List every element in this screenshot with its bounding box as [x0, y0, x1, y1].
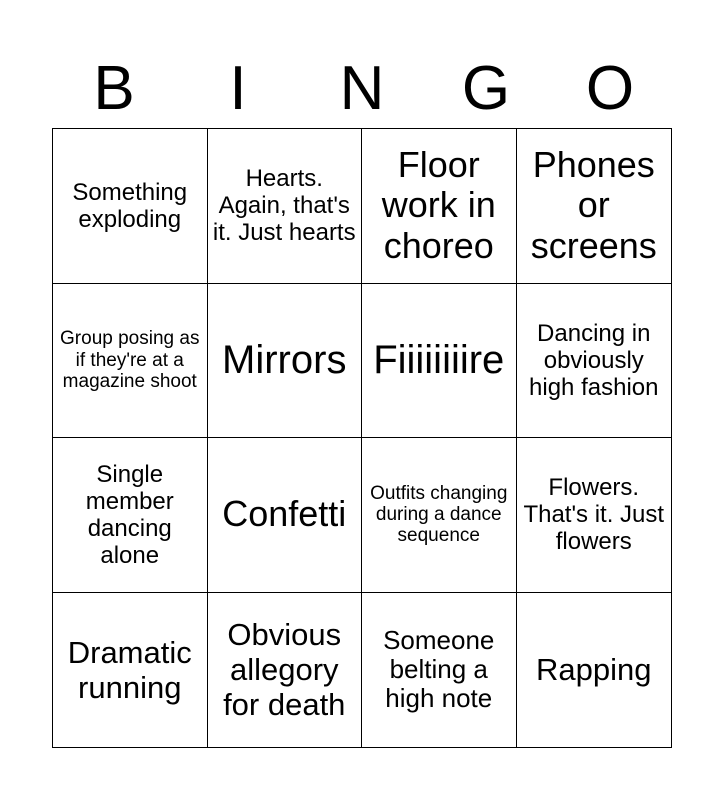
bingo-cell[interactable]: [362, 284, 517, 439]
bingo-cell[interactable]: [53, 284, 208, 439]
header-letter-i: I: [229, 54, 247, 123]
bingo-cell[interactable]: [53, 438, 208, 593]
cell-text: Rapping: [536, 652, 652, 688]
cell-text: Someone belting a high note: [383, 624, 495, 714]
cell-text: Obvious allegory for death: [223, 617, 346, 723]
cell-text: Flowers. That's it. Just flowers: [523, 474, 665, 556]
bingo-cell[interactable]: [517, 593, 672, 748]
cell-text: Dancing in obviously high fashion: [529, 319, 659, 401]
bingo-cell[interactable]: [362, 593, 517, 748]
cell-text: Something exploding: [72, 178, 188, 233]
header-letter-b: B: [93, 54, 135, 123]
bingo-cell[interactable]: [53, 593, 208, 748]
bingo-cell[interactable]: [517, 438, 672, 593]
cell-text: Dramatic running: [67, 634, 192, 705]
cell-text: Mirrors: [222, 337, 347, 382]
header-letter-o: O: [585, 54, 635, 123]
cell-text: Single member dancing alone: [85, 460, 174, 569]
bingo-cell[interactable]: [208, 438, 363, 593]
header-letter-g: G: [461, 54, 511, 123]
bingo-cell[interactable]: [208, 129, 363, 284]
bingo-card: [52, 128, 672, 748]
bingo-cell[interactable]: [517, 284, 672, 439]
cell-text: Phones or screens: [530, 143, 657, 267]
bingo-cell[interactable]: [517, 129, 672, 284]
cell-text: Fiiiiiiiire: [373, 337, 505, 382]
bingo-cell[interactable]: [208, 593, 363, 748]
bingo-cell[interactable]: [53, 129, 208, 284]
bingo-cell[interactable]: [362, 129, 517, 284]
bingo-header: [52, 50, 672, 128]
cell-text: Group posing as if they're at a magazine shoot: [60, 328, 200, 392]
bingo-cell[interactable]: [208, 284, 363, 439]
cell-text: Hearts. Again, that's it. Just hearts: [212, 165, 356, 247]
cell-text: Outfits changing during a dance sequence: [370, 482, 508, 547]
bingo-cell[interactable]: [362, 438, 517, 593]
header-letter-n: N: [339, 54, 385, 123]
cell-text: Confetti: [222, 493, 347, 535]
cell-text: Floor work in choreo: [381, 143, 496, 267]
